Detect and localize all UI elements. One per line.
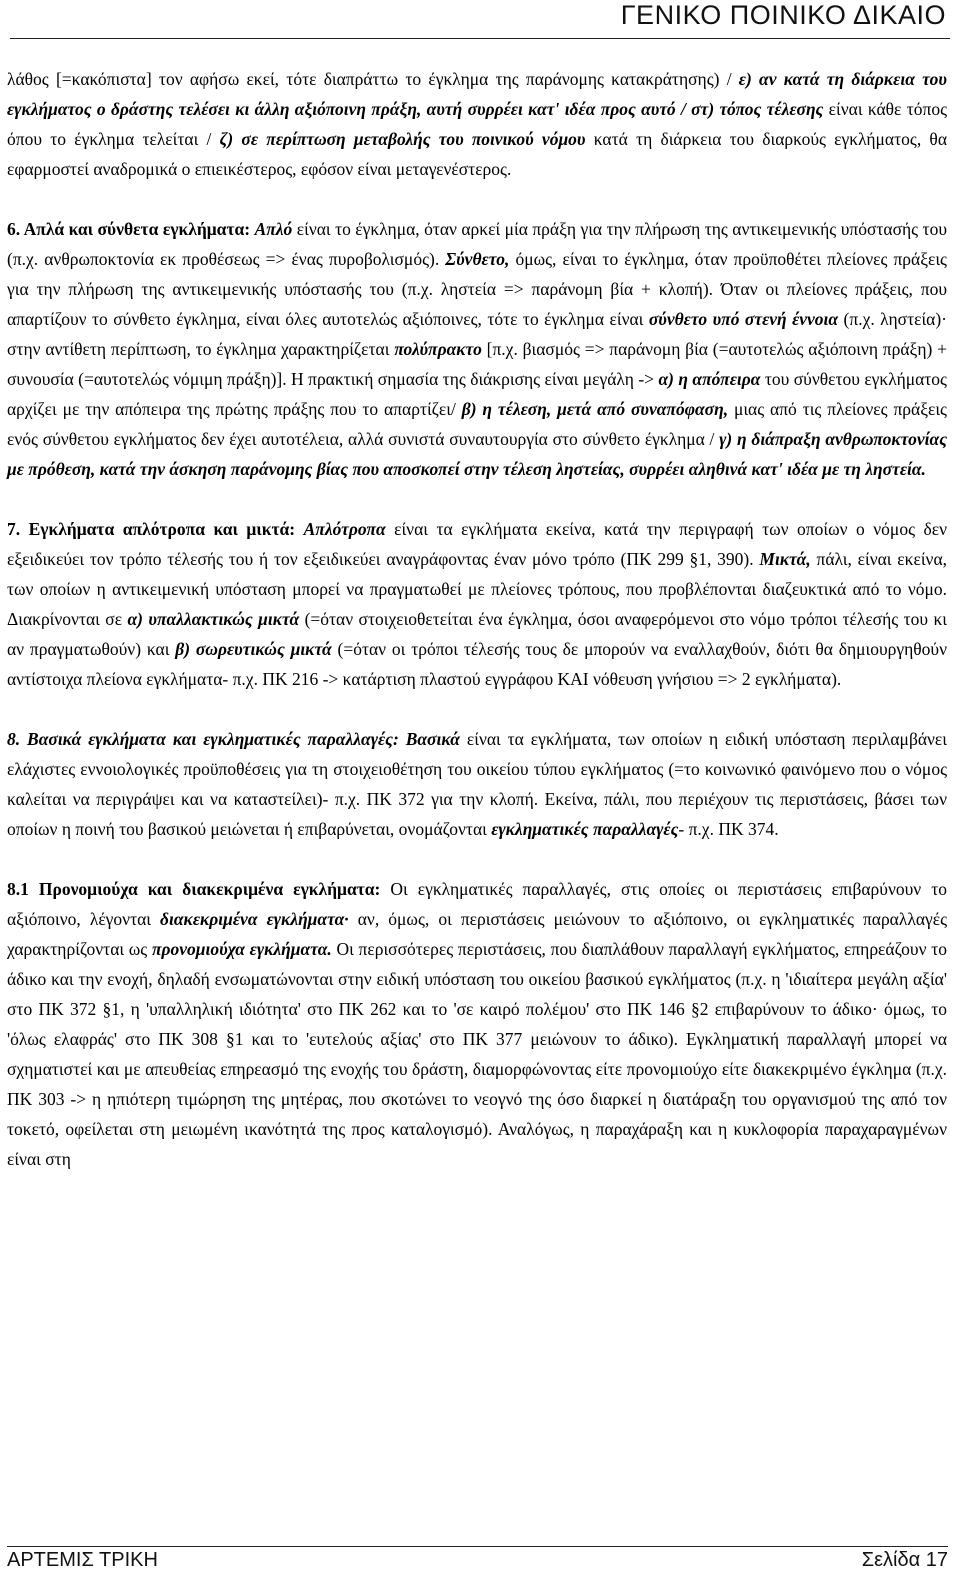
text-run: του σύνθετου εγκλήματος αρχίζει με την απόπειρα της πρώτης πράξης που το απαρτίζει/ [7, 369, 947, 419]
text-run: μιας από τις πλείονες πράξεις ενός σύνθετου εγκλήματος δεν έχει αυτοτέλεια, αλλά συνιστά συναυτουργία στο σύνθετο έγκλημα / [7, 399, 947, 449]
text-run: αν, όμως, οι περιστάσεις μειώνουν το αξιόποινο, οι εγκληματικές παραλλαγές χαρακτηρίζονται ως [7, 909, 947, 959]
paragraph-section-6 [7, 214, 947, 484]
text-run: είναι κάθε τόπος όπου το έγκλημα τελείται / [7, 99, 948, 149]
text-run: Οι εγκληματικές παραλλαγές, στις οποίες οι περιστάσεις επιβαρύνουν το αξιόποινο, λέγονται [7, 879, 947, 929]
header-title: ΓΕΝΙΚΟ ΠΟΙΝΙΚΟ ΔΙΚΑΙΟ [620, 0, 946, 30]
emphasis-text: διακεκριμένα εγκλήματα· [160, 909, 349, 929]
emphasis-text: γ) η διάπραξη ανθρωποκτονίας με πρόθεση, κατά την άσκηση παράνομης βίας που αποσκοπεί στην τέλεση ληστείας, συρρέει αληθινά κατ' ιδέα με τη ληστεία. [7, 429, 947, 479]
page-footer [7, 1549, 948, 1579]
text-run: Οι περισσότερες περιστάσεις, που διαπλάθουν παραλλαγή εγκλήματος, επηρεάζουν το άδικο και την ενοχή, δηλαδή ενσωματώνονται στην ειδική υπόσταση του οικείου βασικού εγκλήματος (π.χ. η 'ιδιαίτερα μεγάλη αξία' στο ΠΚ 372 §1, η 'υπαλληλική ιδιότητα' στο ΠΚ 262 και το 'σε καιρό πολέμου' στο ΠΚ 146 §2 επιβαρύνουν το άδικο· όμως, το 'όλως ελαφράς' στο ΠΚ 308 §1 και το 'ευτελούς αξίας' στο ΠΚ 377 μειώνουν το άδικο). Εγκληματική παραλλαγή μπορεί να σχηματιστεί και με απευθείας επηρεασμό της ενοχής του δράστη, διαμορφώνοντας είτε προνομιούχο είτε διακεκριμένο έγκλημα (π.χ. ΠΚ 303 -> η ηπιότερη τιμώρηση της μητέρας, που σκοτώνει το νεογνό της όσο διαρκεί η διατάραξη του οργανισμού της από τον τοκετό, οφείλεται στη μειωμένη ικανότητά της προς καταλογισμό). Αναλόγως, η παραχάραξη και η κυκλοφορία παραχαραγμένων είναι στη [7, 939, 947, 1169]
emphasis-text: προνομιούχα εγκλήματα. [151, 939, 332, 959]
text-run: (=όταν οι τρόποι τέλεσής τους δε μπορούν να εναλλαχθούν, διότι θα δημιουργηθούν αντίστοιχα πλείονα εγκλήματα- π.χ. ΠΚ 216 -> κατάρτιση πλαστού εγγράφου ΚΑΙ νόθευση γνήσιου => 2 εγκλήματα). [7, 639, 948, 689]
emphasis-text: β) σωρευτικώς μικτά [175, 639, 332, 659]
emphasis-text: α) η απόπειρα [658, 369, 761, 389]
paragraph-gap [7, 844, 947, 874]
text-run: - π.χ. ΠΚ 374. [678, 819, 779, 839]
emphasis-text: ζ) σε περίπτωση μεταβολής του ποινικού νόμου [219, 129, 586, 149]
text-run: [π.χ. βιασμός => παράνομη βία (=αυτοτελώς αξιόποινη πράξη) + συνουσία (=αυτοτελώς νόμιμη πράξη)]. Η πρακτική σημασία της διάκρισης είναι μεγάλη -> [7, 339, 947, 389]
emphasis-text: ε) αν κατά τη διάρκεια του εγκλήματος ο δράστης τελέσει κι άλλη αξιόποινη πράξη, αυτή συρρέει κατ' ιδέα προς αυτό / στ) τόπος τέλεσης [7, 69, 947, 119]
text-run: (=όταν στοιχειοθετείται ένα έγκλημα, όσοι αναφερόμενοι στο νόμο τρόποι τέλεσής του κι αν πραγματωθούν) και [7, 609, 947, 659]
text-run: κατά τη διάρκεια του διαρκούς εγκλήματος, θα εφαρμοστεί αναδρομικά ο επιεικέστερος, εφόσον είναι μεταγενέστερος. [7, 129, 947, 179]
paragraph-gap [7, 694, 947, 724]
footer-divider [7, 1546, 948, 1547]
paragraph-gap [7, 484, 947, 514]
text-run: είναι το έγκλημα, όταν αρκεί μία πράξη για την πλήρωση της αντικειμενικής υπόστασής του (π.χ. ανθρωποκτονία εκ προθέσεως => ένας πυροβολισμός). [7, 219, 947, 269]
emphasis-text: β) η τέλεση, μετά από συναπόφαση, [461, 399, 729, 419]
emphasis-text: Απλότροπα [303, 519, 386, 539]
text-run: (π.χ. ληστεία)· στην αντίθετη περίπτωση, το έγκλημα χαρακτηρίζεται [7, 309, 947, 359]
text-run: πάλι, είναι εκείνα, των οποίων η αντικειμενική υπόσταση μπορεί να πραγματωθεί με πλείονες τρόπους, που προβλέπονται διαζευκτικά από το νόμο. Διακρίνονται σε [7, 549, 947, 629]
bold-text: 8.1 Προνομιούχα και διακεκριμένα εγκλήματα: [7, 879, 391, 899]
document-body [7, 64, 947, 1174]
paragraph-section-8 [7, 724, 947, 844]
emphasis-text: Απλό [254, 219, 293, 239]
text-run: είναι τα εγκλήματα, των οποίων η ειδική υπόσταση περιλαμβάνει ελάχιστες εννοιολογικές προϋποθέσεις για τη στοιχειοθέτηση του οικείου τύπου εγκλήματος (=το κοινωνικό φαινόμενο που ο νόμος καλείται να περιγράψει και να καταστείλει)- π.χ. ΠΚ 372 για την κλοπή. Εκείνα, πάλι, που περιέχουν τις περιστάσεις, βάσει των οποίων η ποινή του βασικού μειώνεται ή επιβαρύνεται, ονομάζονται [7, 729, 947, 839]
header-divider [10, 38, 950, 39]
footer-author: ΑΡΤΕΜΙΣ ΤΡΙΚΗ [7, 1549, 158, 1571]
paragraph-section-7 [7, 514, 947, 694]
text-run: είναι τα εγκλήματα εκείνα, κατά την περιγραφή των οποίων ο νόμος δεν εξειδικεύει τον τρόπο τέλεσής του ή τον εξειδικεύει αναγράφοντας έναν μόνο τρόπο (ΠΚ 299 §1, 390). [7, 519, 947, 569]
emphasis-text: α) υπαλλακτικώς μικτά [127, 609, 300, 629]
emphasis-text: πολύπρακτο [394, 339, 482, 359]
paragraph-gap [7, 184, 947, 214]
emphasis-text: 8. Βασικά εγκλήματα και εγκληματικές παραλλαγές: Βασικά [7, 729, 460, 749]
emphasis-text: Σύνθετο, [445, 249, 510, 269]
text-run: όμως, είναι το έγκλημα, όταν προϋποθέτει πλείονες πράξεις για την πλήρωση της αντικειμενικής υπόστασής του (π.χ. ληστεία => παράνομη βία + κλοπή). Όταν οι πλείονες πράξεις, που απαρτίζουν το σύνθετο έγκλημα, είναι όλες αυτοτελώς αξιόποινες, τότε το έγκλημα είναι [7, 249, 947, 329]
paragraph-continuation [7, 64, 947, 184]
text-run: λάθος [=κακόπιστα] τον αφήσω εκεί, τότε διαπράττω το έγκλημα της παράνομης κατακράτησης) / [7, 69, 739, 89]
bold-text: 7. Εγκλήματα απλότροπα και μικτά: [7, 519, 304, 539]
page-number: Σελίδα 17 [861, 1549, 948, 1571]
bold-text: 6. Απλά και σύνθετα εγκλήματα: [7, 219, 255, 239]
emphasis-text: εγκληματικές παραλλαγές [491, 819, 679, 839]
paragraph-section-8-1 [7, 874, 947, 1174]
emphasis-text: σύνθετο υπό στενή έννοια [648, 309, 839, 329]
emphasis-text: Μικτά, [759, 549, 811, 569]
